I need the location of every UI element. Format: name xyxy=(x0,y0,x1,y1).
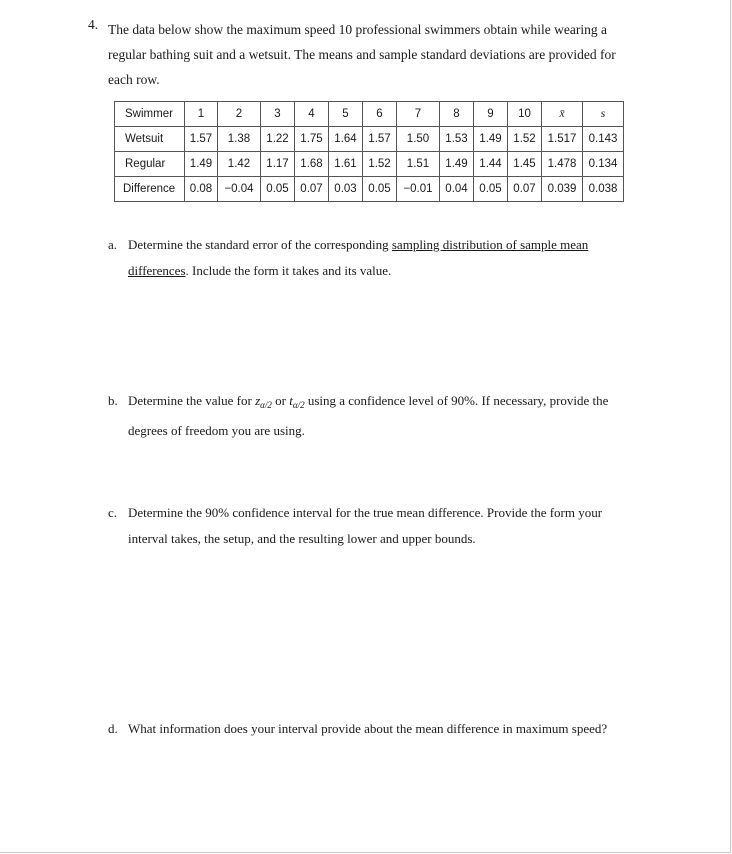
row-label: Regular xyxy=(115,152,185,177)
table-cell: 1.45 xyxy=(508,152,542,177)
table-cell: 1.42 xyxy=(218,152,261,177)
header-cell: 7 xyxy=(397,102,440,127)
table-row-difference xyxy=(115,177,624,202)
z-symbol: z xyxy=(255,393,261,408)
part-a-term-2: differences xyxy=(128,263,186,278)
part-b-label: b. xyxy=(108,393,118,408)
table-cell: −0.04 xyxy=(218,177,261,202)
alpha-symbol: α xyxy=(292,400,298,410)
part-c-text-1: Determine the 90% confidence interval for the true mean difference. Provide the form your xyxy=(128,505,603,520)
table-row-wetsuit xyxy=(115,127,624,152)
part-a-text-2: . Include the form it takes and its value. xyxy=(185,263,392,278)
part-d-text xyxy=(128,716,607,742)
part-d-label: d. xyxy=(108,721,118,736)
table-cell: 1.52 xyxy=(508,127,542,152)
table-cell: 1.75 xyxy=(295,127,329,152)
header-cell-mean: x̄ xyxy=(542,102,583,127)
part-b-or: or xyxy=(271,393,290,408)
intro-line-3: each row. xyxy=(108,72,160,87)
table-cell: 1.61 xyxy=(329,152,363,177)
table-cell: 1.22 xyxy=(261,127,295,152)
swimmer-data-table xyxy=(114,101,624,202)
table-cell: 1.49 xyxy=(474,127,508,152)
table-cell: 1.517 xyxy=(542,127,583,152)
row-label: Wetsuit xyxy=(115,127,185,152)
header-cell: Swimmer xyxy=(115,102,185,127)
table-cell: 0.038 xyxy=(583,177,624,202)
table-cell: 1.478 xyxy=(542,152,583,177)
table-cell: 1.38 xyxy=(218,127,261,152)
header-cell: 3 xyxy=(261,102,295,127)
z-alpha-half xyxy=(255,393,272,408)
question-intro xyxy=(108,17,668,92)
part-a-text-1: Determine the standard error of the corresponding xyxy=(128,237,392,252)
header-cell: 9 xyxy=(474,102,508,127)
intro-line-2: regular bathing suit and a wetsuit. The means and sample standard deviations are provided for xyxy=(108,47,616,62)
part-b-text-2: using a confidence level of 90%. If necessary, provide the xyxy=(304,393,609,408)
part-c xyxy=(108,500,708,556)
table-cell: 0.08 xyxy=(185,177,218,202)
table-cell: 0.07 xyxy=(295,177,329,202)
header-cell: 8 xyxy=(440,102,474,127)
part-b xyxy=(108,388,708,444)
table-cell: 1.68 xyxy=(295,152,329,177)
table-cell: 1.57 xyxy=(185,127,218,152)
intro-line-1: The data below show the maximum speed 10 professional swimmers obtain while wearing a xyxy=(108,22,608,37)
table-cell: 0.143 xyxy=(583,127,624,152)
table-cell: 1.49 xyxy=(440,152,474,177)
table-cell: 1.57 xyxy=(363,127,397,152)
part-b-text xyxy=(128,388,608,444)
question-number: 4. xyxy=(88,17,99,32)
header-cell: 5 xyxy=(329,102,363,127)
table-cell: 0.039 xyxy=(542,177,583,202)
table-cell: 0.134 xyxy=(583,152,624,177)
part-a xyxy=(108,232,708,288)
half-symbol: /2 xyxy=(297,400,305,410)
table-cell: 0.07 xyxy=(508,177,542,202)
t-symbol: t xyxy=(289,393,293,408)
table-cell: 1.53 xyxy=(440,127,474,152)
table-cell: 0.05 xyxy=(363,177,397,202)
table-cell: 0.05 xyxy=(261,177,295,202)
part-c-label: c. xyxy=(108,505,118,520)
table-row-regular xyxy=(115,152,624,177)
row-label: Difference xyxy=(115,177,185,202)
header-cell: 6 xyxy=(363,102,397,127)
part-c-text-2: interval takes, the setup, and the resulting lower and upper bounds. xyxy=(128,531,476,546)
table-cell: 1.17 xyxy=(261,152,295,177)
header-cell-sd: s xyxy=(583,102,624,127)
header-cell: 10 xyxy=(508,102,542,127)
t-alpha-half xyxy=(289,393,304,408)
table-cell: 1.51 xyxy=(397,152,440,177)
header-cell: 4 xyxy=(295,102,329,127)
part-a-term-1: sampling distribution of sample mean xyxy=(391,237,589,252)
part-a-text xyxy=(128,232,588,284)
table-cell: 1.64 xyxy=(329,127,363,152)
part-a-label: a. xyxy=(108,237,118,252)
table-header-row xyxy=(115,102,624,127)
part-d xyxy=(108,716,708,746)
part-b-text-3: degrees of freedom you are using. xyxy=(128,423,305,438)
table-cell: 0.04 xyxy=(440,177,474,202)
part-d-text-1: What information does your interval provide about the mean difference in maximum speed? xyxy=(128,721,608,736)
table-cell: 1.49 xyxy=(185,152,218,177)
half-symbol: /2 xyxy=(264,400,272,410)
part-c-text xyxy=(128,500,602,552)
table-cell: 0.03 xyxy=(329,177,363,202)
table-cell: 1.44 xyxy=(474,152,508,177)
alpha-symbol: α xyxy=(260,400,265,410)
header-cell: 2 xyxy=(218,102,261,127)
header-cell: 1 xyxy=(185,102,218,127)
table-cell: 1.50 xyxy=(397,127,440,152)
table-cell: −0.01 xyxy=(397,177,440,202)
table-cell: 1.52 xyxy=(363,152,397,177)
table-cell: 0.05 xyxy=(474,177,508,202)
part-b-text-1: Determine the value for xyxy=(128,393,256,408)
